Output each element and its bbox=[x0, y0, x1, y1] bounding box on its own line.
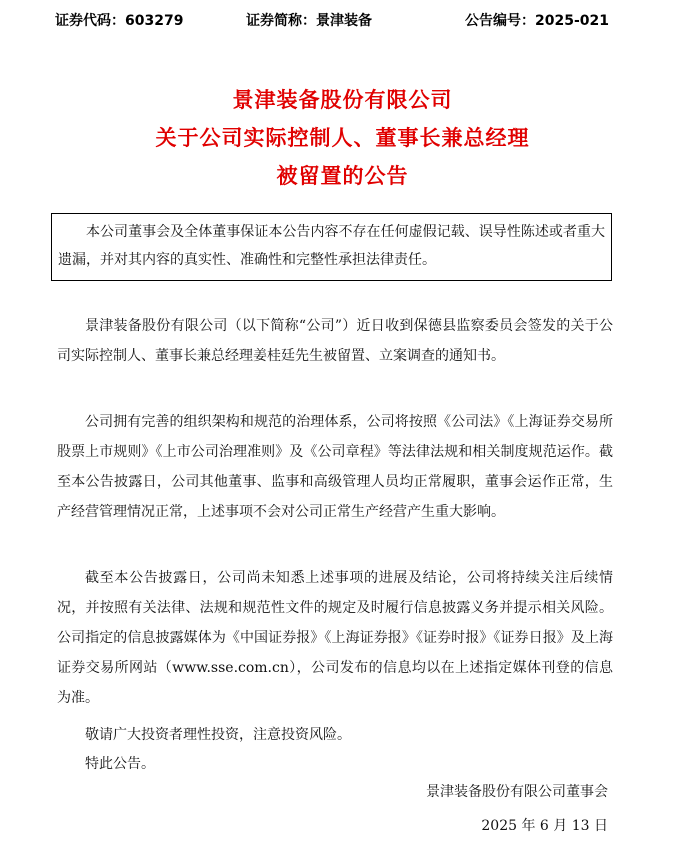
title-subject-end: 被留置的公告 bbox=[276, 164, 409, 188]
paragraph-closing: 特此公告。 bbox=[85, 756, 155, 772]
announcement-number: 公告编号：2025-021 bbox=[465, 13, 609, 29]
title-subject: 关于公司实际控制人、董事长兼总经理 bbox=[155, 126, 530, 150]
security-abbreviation: 证券简称：景津装备 bbox=[246, 13, 372, 29]
disclaimer-box bbox=[51, 213, 612, 281]
paragraph-governance: 公司拥有完善的组织架构和规范的治理体系，公司将按照《公司法》《上海证券交易所股票上市规则》《上市公司治理准则》及《公司章程》等法律法规和相关制度规范运作。截至本公告披露日，公司其他董事、监事和高级管理人员均正常履职，董事会运作正常，生产经营管理情况正常，上述事项不会对公司正常生产经营产生重大影响。 bbox=[57, 414, 613, 520]
document-header bbox=[0, 10, 685, 32]
title-company: 景津装备股份有限公司 bbox=[232, 88, 453, 112]
paragraph-risk-warning: 敬请广大投资者理性投资，注意投资风险。 bbox=[85, 727, 351, 743]
paragraph-disclosure: 截至本公告披露日，公司尚未知悉上述事项的进展及结论，公司将持续关注后续情况，并按照有关法律、法规和规范性文件的规定及时履行信息披露义务并提示相关风险。公司指定的信息披露媒体为《中国证券报》《上海证券报》《证券时报》《证券日报》及上海证券交易所网站（www.sse.com.cn），公司发布的信息均以在上述指定媒体刊登的信息为准。 bbox=[57, 570, 613, 706]
disclaimer-text: 本公司董事会及全体董事保证本公告内容不存在任何虚假记载、误导性陈述或者重大遗漏，并对其内容的真实性、准确性和完整性承担法律责任。 bbox=[58, 224, 605, 268]
security-code: 证券代码：603279 bbox=[55, 13, 184, 29]
signature-board: 景津装备股份有限公司董事会 bbox=[426, 784, 608, 800]
paragraph-notice-received: 景津装备股份有限公司（以下简称“公司”）近日收到保德县监察委员会签发的关于公司实际控制人、董事长兼总经理姜桂廷先生被留置、立案调查的通知书。 bbox=[57, 318, 613, 364]
signature-date: 2025 年 6 月 13 日 bbox=[481, 818, 608, 834]
